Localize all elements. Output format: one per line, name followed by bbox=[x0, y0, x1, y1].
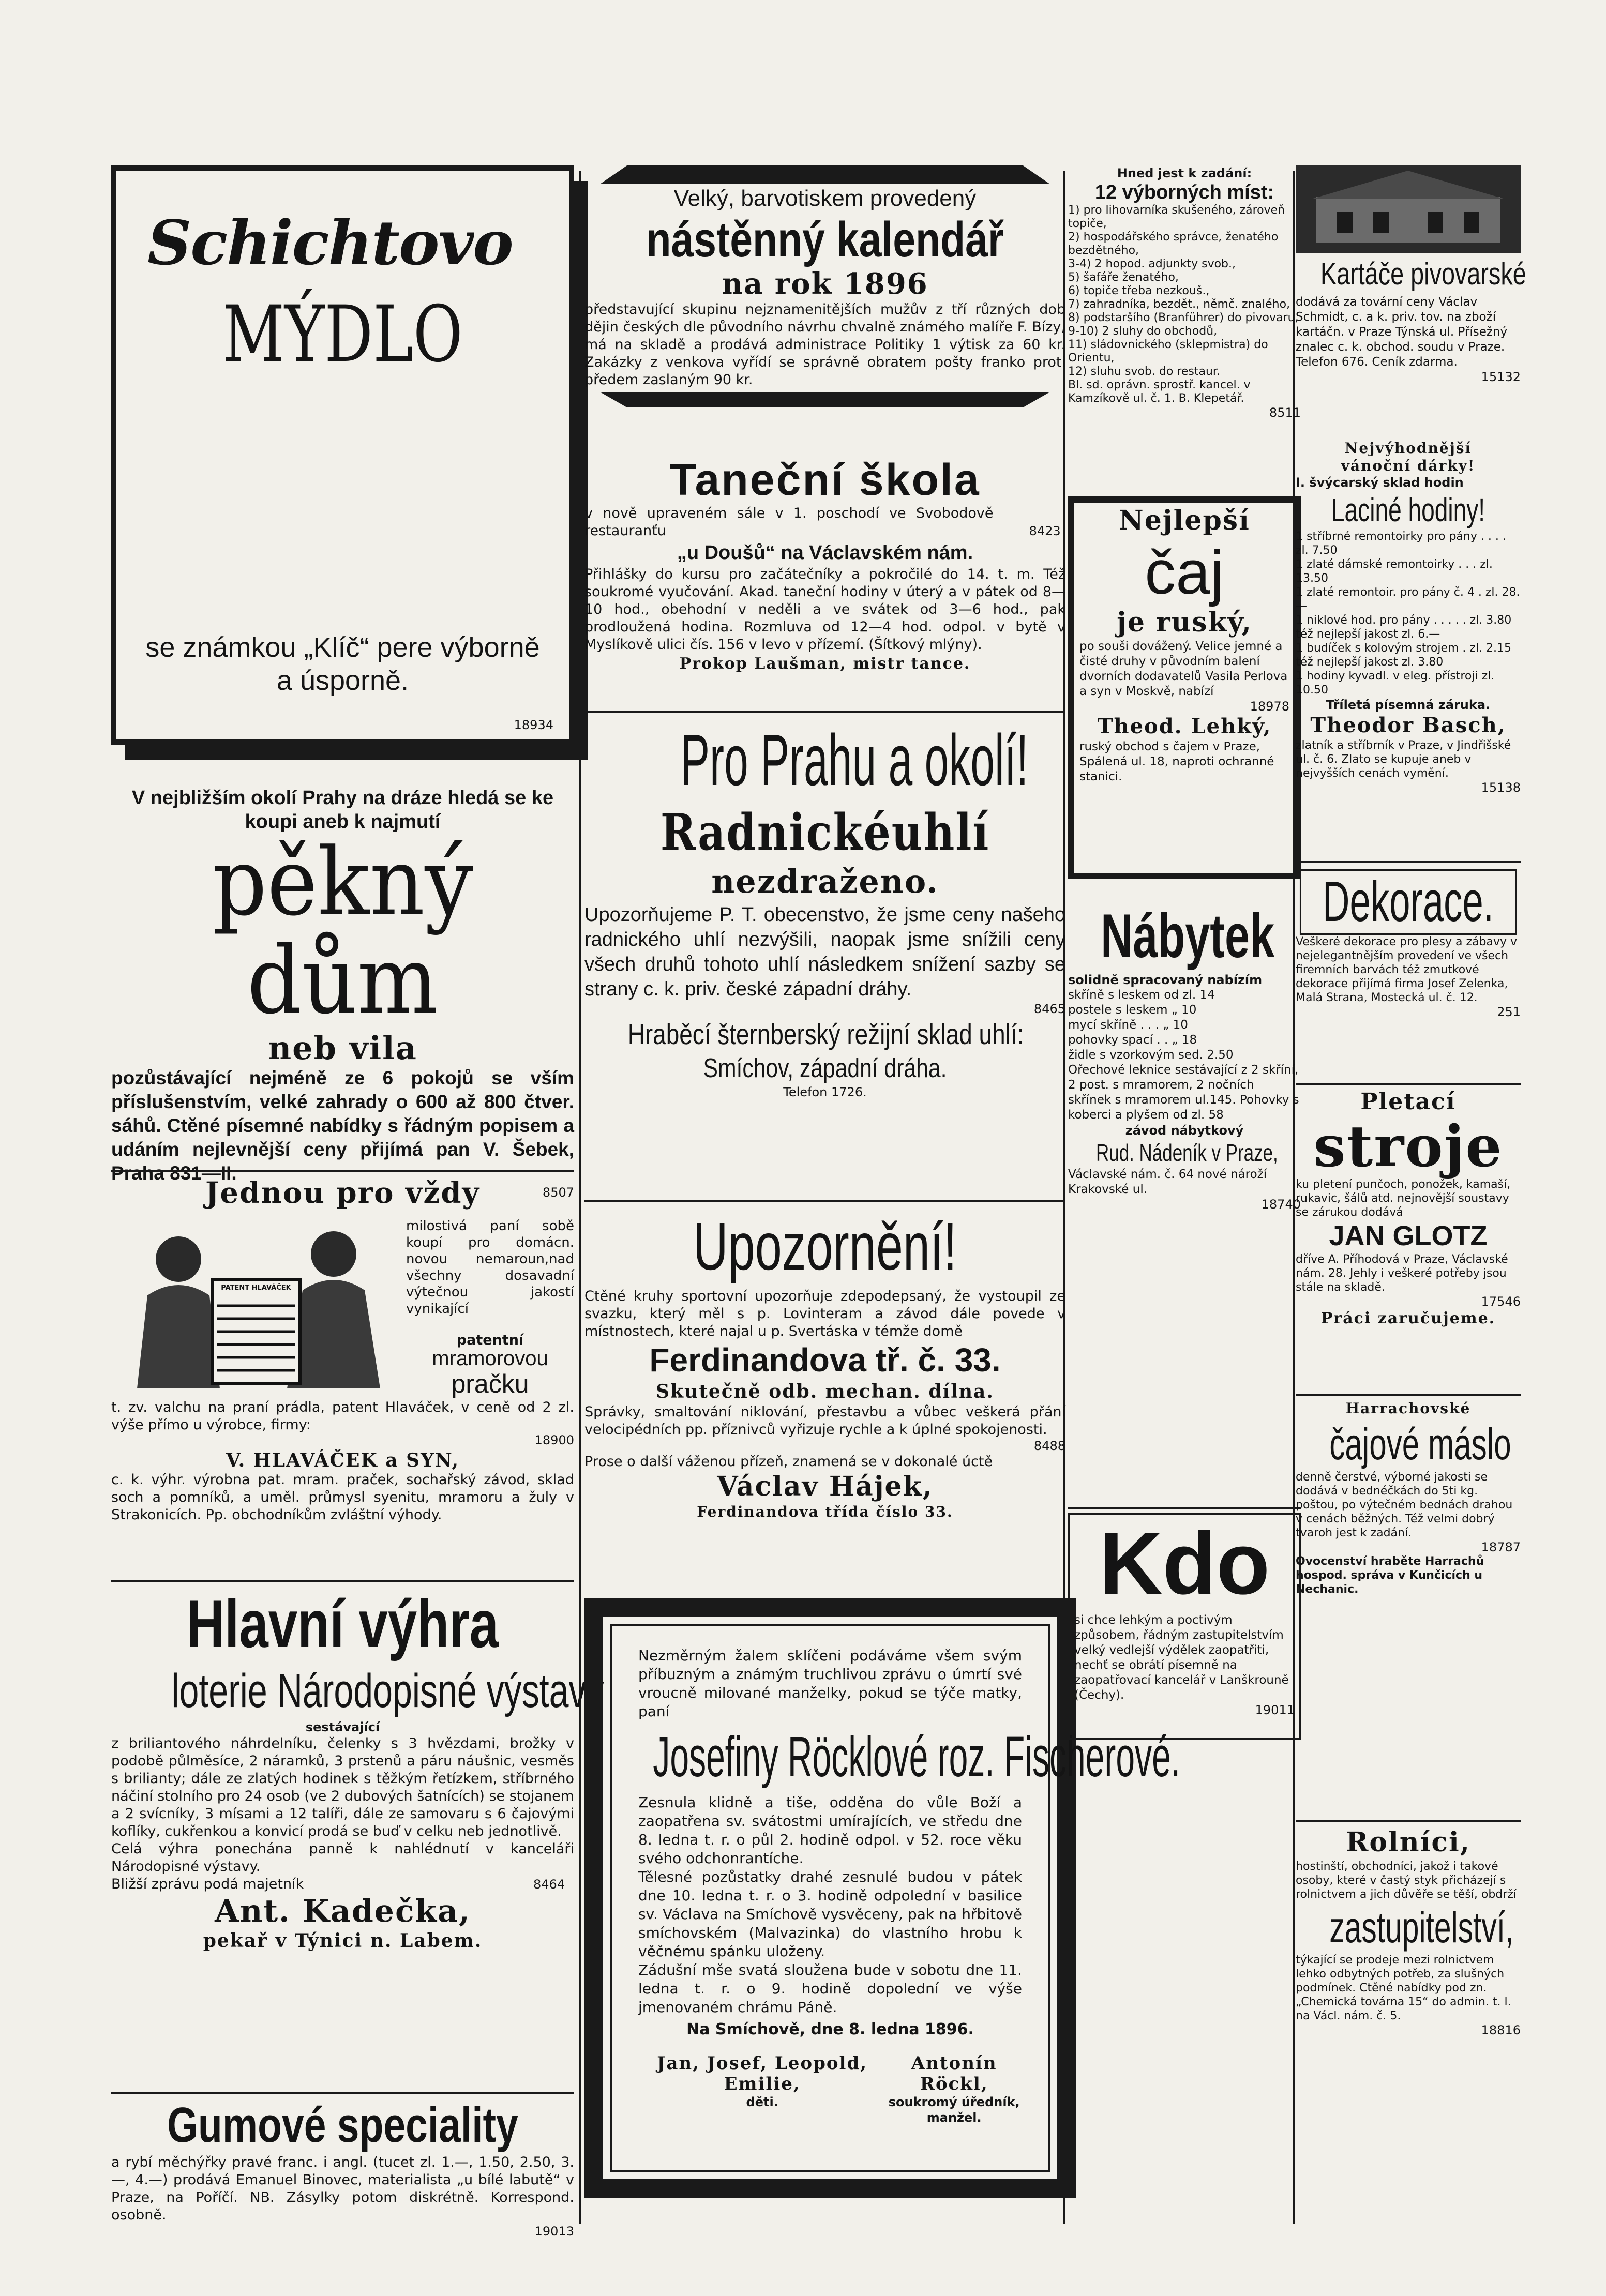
illustration-label: PATENT HLAVÁČEK bbox=[221, 1284, 291, 1292]
list-item: 1 hodiny kyvadl. v eleg. přístroji zl. 10.50 bbox=[1296, 670, 1495, 697]
ad-text: z briliantového náhrdelníku, čelenky s 3 hvězdami, brožky v podobě půlměsíce, 2 náramků, 3 prstenů a páru náušnic, vesměs s brilianty; dále ze zlatých hodinek s těžkým řetízkem, stříbrného náčiní stolního pro 24 osob (ve 2 dubových šatnících) se stojanem a 2 svícníky, 3 mísami a 12 talíři, dále ze samovaru s 6 čajovými koflíky, cukřenkou a konvicí prodá se buď v celku neb jednotlivě. bbox=[111, 1735, 574, 1839]
ad-sign2: Ferdinandova třída číslo 33. bbox=[697, 1503, 953, 1520]
illustration-factory bbox=[1296, 165, 1521, 253]
list-item: 1 niklové hod. pro pány . . . . . zl. 3.80 bbox=[1296, 614, 1512, 627]
ad-title2: zastupitelství, bbox=[1329, 1903, 1514, 1952]
list-item: 9-10) 2 sluhy do obchodů, bbox=[1068, 325, 1218, 338]
ad-line1: Hned jest k zadání: bbox=[1117, 166, 1252, 180]
ad-text: Ořechové leknice sestávající z 2 skříní, 2 post. s mramorem, 2 nočních skřínek s mramorem ul.145. Pohovky s koberci a plyšem od zl. 58 bbox=[1068, 1063, 1299, 1122]
ad-line1: Nejvýhodnější bbox=[1344, 440, 1472, 457]
ad-number: 18934 bbox=[514, 718, 553, 732]
ad-line1: Velký, barvotiskem provedený bbox=[673, 186, 977, 211]
parte-text: Zesnula klidně a tiše, odděna do vůle Boží a zaopatřena sv. svátostmi umírajících, ve středu dne 8. ledna t. r. o půl 2. hodině odpol. v 52. roce věku svého odchonrantíche. bbox=[638, 1794, 1022, 1867]
ad-cajove-maslo bbox=[1296, 1399, 1521, 1699]
list-item: 3-4) 2 hopod. adjunkty svob., bbox=[1068, 258, 1236, 270]
list-item: 1 stříbrné remontoirky pro pány . . . . zl. 7.50 bbox=[1296, 530, 1506, 557]
ad-title: 12 výborných míst: bbox=[1094, 182, 1274, 203]
ad-title: Laciné hodiny! bbox=[1331, 491, 1485, 528]
ad-dekorace bbox=[1296, 869, 1521, 1039]
ad-line3: I. švýcarský sklad hodin bbox=[1296, 475, 1464, 490]
ad-firm: V. HLAVÁČEK a SYN, bbox=[226, 1449, 460, 1471]
ad-sub: solidně spracovaný nabízím bbox=[1068, 973, 1263, 987]
ad-number: 17546 bbox=[1481, 1294, 1521, 1309]
ad-subtitle: na rok 1896 bbox=[722, 267, 928, 301]
ad-sign: Václav Hájek, bbox=[717, 1471, 933, 1502]
ad-parte-rocklova bbox=[584, 1598, 1181, 2198]
parte-text2: Tělesné pozůstatky drahé zesnulé budou v pátek dne 10. ledna t. r. o 3. hodině odpolední v basilice sv. Václava na Smíchově vysvěceny, pak na hřbitově smíchovském (Malvazinka) do vlastního hrobu k věčnému spánku uloženy. bbox=[638, 1868, 1022, 1960]
ad-patent: patentní bbox=[456, 1332, 524, 1348]
parte-place: Na Smíchově, dne 8. ledna 1896. bbox=[686, 2020, 974, 2038]
parte-man-role2: manžel. bbox=[926, 2110, 982, 2125]
list-item: skříně s leskem od zl. 14 bbox=[1068, 988, 1215, 1002]
ad-text3: c. k. výhr. výrobna pat. mram. praček, sochařský závod, sklad soch a pomníků, a uměl. průmysl syenitu, mramoru a žuly v Strakonicích. Pp. obchodníkům zvláštní výhody. bbox=[111, 1472, 574, 1523]
parte-inner bbox=[610, 1624, 1181, 2172]
ad-nejlepsi-caj bbox=[1068, 496, 1301, 879]
ad-foot: Práci zaručujeme. bbox=[1320, 1309, 1496, 1327]
ad-divider bbox=[1296, 861, 1521, 863]
ad-text3: Bližší zprávu podá majetník bbox=[111, 1876, 304, 1892]
ad-number: 18978 bbox=[1250, 699, 1289, 714]
ad-list bbox=[1296, 530, 1521, 697]
ad-title: Taneční škola bbox=[669, 455, 981, 505]
ad-text2: závod nábytkový bbox=[1125, 1123, 1244, 1138]
list-item: 7) zahradníka, bezdět., němč. znalého, bbox=[1068, 298, 1290, 311]
ad-number: 19011 bbox=[1255, 1703, 1295, 1717]
ad-text: ku pletení punčoch, ponožek, kamaší, rukavic, šálů atd. nejnovější soustavy se zárukou dodává bbox=[1296, 1178, 1511, 1219]
ad-sklad: Hraběcí šternberský režijní sklad uhlí: bbox=[627, 1018, 1024, 1050]
list-item: 8) podstaršího (Branführer) do pivovaru, bbox=[1068, 311, 1299, 324]
ad-name: Theodor Basch, bbox=[1310, 713, 1506, 737]
parte-text3: Zádušní mše svatá sloužena bude v sobotu dne 11. ledna t. r. o 9. hodině dopolední ve výše jmenovaném chrámu Páně. bbox=[638, 1961, 1022, 2016]
ad-text: si chce lehkým a poctivým způsobem, řádným zastupitelstvím velký vedlejší výdělek zaopatřiti, nechť se obrátí písemně na zaopatřovací kancelář v Lanškrouně (Čechy). bbox=[1074, 1613, 1289, 1702]
ad-line1: Nejlepší bbox=[1119, 505, 1250, 536]
ad-text2: t. zv. valchu na praní prádla, patent Hlaváček, v ceně od 2 zl. výše přímo u výrobce, firmy: bbox=[111, 1399, 574, 1433]
ad-number: 18787 bbox=[1481, 1540, 1521, 1554]
ad-owner: Ant. Kadečka, bbox=[215, 1893, 471, 1929]
ad-number: 8511 bbox=[1269, 405, 1301, 420]
parte-name: Josefiny Röcklové roz. Fischerové. bbox=[653, 1725, 1181, 1789]
ad-subtitle: nezdraženo. bbox=[711, 863, 939, 900]
ad-number: 18900 bbox=[534, 1433, 574, 1447]
ad-number: 8423 bbox=[1029, 524, 1061, 538]
list-item: 1 budíček s kolovým strojem . zl. 2.15 bbox=[1296, 642, 1512, 655]
list-item: židle s vzorkovým sed. 2.50 bbox=[1068, 1048, 1234, 1062]
parte-signatures bbox=[638, 2053, 1022, 2125]
ad-list bbox=[1068, 988, 1301, 1063]
ad-text2: Celá výhra ponechána panně k nahlédnutí v kanceláři Národopisné výstavy. bbox=[111, 1841, 574, 1875]
parte-kids bbox=[638, 2053, 886, 2125]
brand-title: Schichtovo bbox=[147, 207, 513, 279]
parte-man bbox=[886, 2053, 1022, 2125]
banner-bottom bbox=[600, 392, 1050, 407]
page-top-margin bbox=[0, 0, 1606, 165]
ad-name: JAN GLOTZ bbox=[1329, 1220, 1488, 1251]
ad-text-right: milostivá paní sobě koupí pro domácn. novou nemaroun,nad všechny dosavadní výtečnou jakostí vynikající bbox=[406, 1218, 574, 1317]
ad-pracka: pračku bbox=[451, 1369, 529, 1398]
ad-tel: Telefon 1726. bbox=[783, 1085, 867, 1099]
parte-kids-role: děti. bbox=[746, 2095, 778, 2109]
ad-text: představující skupinu nejznamenitějších mužův z tří různých dob dějin českých dle původního návrhu chvalně známého malíře F. Bízy, má na skladě a prodává administrace Politiky 1 výtisk za 60 kr. Zakázky z venkova vyřídí se správně obratem pošty franko proti předem zaslaným 90 kr. bbox=[584, 301, 1065, 388]
ad-title: čaj bbox=[1145, 538, 1224, 607]
parte-man-role: soukromý úředník, bbox=[888, 2095, 1020, 2109]
ad-mramor: mramorovou bbox=[432, 1347, 548, 1370]
ad-title: pěkný dům bbox=[212, 828, 473, 1035]
ad-divider bbox=[111, 2092, 574, 2094]
ad-title: Rolníci, bbox=[1346, 1826, 1470, 1858]
ad-hlavni-vyhra bbox=[111, 1585, 604, 2087]
list-item: mycí skříně . . . „ 10 bbox=[1068, 1018, 1188, 1032]
ad-line1: Pro Prahu a okolí! bbox=[681, 719, 1029, 800]
ad-title: Radnickéuhlí bbox=[660, 803, 990, 862]
list-item: postele s leskem „ 10 bbox=[1068, 1003, 1197, 1017]
ad-line1: Harrachovské bbox=[1345, 1400, 1471, 1417]
list-item: pohovky spací . . „ 18 bbox=[1068, 1033, 1197, 1047]
ad-intro: V nejbližším okolí Prahy na dráze hledá se ke koupi aneb k najmutí bbox=[131, 787, 554, 833]
ad-name: Rud. Nádeník v Praze, bbox=[1096, 1139, 1278, 1166]
ad-title: nástěnný kalendář bbox=[646, 212, 1004, 267]
ad-text2: ruský obchod s čajem v Praze, Spálená ul. 18, naproti ochranné stanici. bbox=[1079, 740, 1274, 783]
list-item: 2) hospodářského správce, ženatého bezdětného, bbox=[1068, 231, 1279, 257]
ad-divider bbox=[584, 711, 1065, 713]
ad-divider bbox=[584, 1200, 1065, 1202]
ad-divider bbox=[1068, 1507, 1301, 1509]
ad-number: 15138 bbox=[1481, 780, 1521, 795]
ad-divider bbox=[1296, 1394, 1521, 1396]
ad-name: Theod. Lehký, bbox=[1097, 714, 1272, 738]
parte-man-name: Antonín Röckl, bbox=[911, 2053, 997, 2094]
ad-title: Hlavní výhra bbox=[186, 1586, 499, 1661]
ad-subtitle: neb vila bbox=[268, 1029, 417, 1067]
ad-divider bbox=[1296, 1083, 1521, 1085]
ad-schichtovo-mydlo bbox=[111, 165, 574, 745]
ad-divider bbox=[1296, 1820, 1521, 1822]
ad-number: 15132 bbox=[1481, 370, 1521, 384]
ad-rolnici bbox=[1296, 1825, 1521, 2198]
ad-text: Upozorňujeme P. T. obecenstvo, že jsme ceny našeho radnického uhlí nezvýšili, naopak jsme snížili ceny všech druhů tohoto uhlí následkem snížení sazby se strany c. k. priv. české západní dráhy. bbox=[584, 904, 1065, 1000]
ad-number: 251 bbox=[1497, 1005, 1521, 1019]
ad-kalendar bbox=[584, 165, 1065, 440]
ad-text: po souši dovážený. Velice jemné a čisté druhy v původním balení dvorních dodavatelů Vasila Perlova a syn v Moskvě, nabízí bbox=[1079, 640, 1288, 698]
ad-addr: Václavské nám. č. 64 nové nároží Krakovské ul. bbox=[1068, 1168, 1267, 1196]
ad-dilna: Skutečně odb. mechan. dílna. bbox=[656, 1381, 994, 1402]
ad-number: 18740 bbox=[1261, 1197, 1301, 1212]
ad-title: Dekorace. bbox=[1300, 869, 1517, 935]
ad-warranty: Tříletá písemná záruka. bbox=[1326, 698, 1491, 712]
ad-sign: Prokop Laušman, mistr tance. bbox=[679, 655, 971, 673]
ad-text2: „u Doušů“ na Václavském nám. bbox=[677, 542, 973, 564]
ad-divider bbox=[111, 1580, 574, 1582]
ad-text3: Prose o další váženou přízeň, znamená se v dokonalé úctě bbox=[584, 1454, 993, 1470]
ad-text: zlatník a stříbrník v Praze, v Jindřišské ul. č. 6. Zlato se kupuje aneb v nejvyšších cenách vymění. bbox=[1296, 739, 1511, 780]
ad-text: dodává za tovární ceny Václav Schmidt, c. a k. priv. tov. na zboží kartáčn. v Praze Týnská ul. Přísežný znalec c. k. obchod. soudu v Praze. Telefon 676. Ceník zdarma. bbox=[1296, 295, 1508, 369]
ad-hodiny bbox=[1296, 440, 1521, 843]
ad-upozorneni bbox=[584, 1205, 1065, 1608]
list-item: 12) sluhu svob. do restaur. bbox=[1068, 365, 1220, 378]
ad-line2: vánoční dárky! bbox=[1341, 457, 1476, 474]
list-item: 6) topiče třeba nezkouš., bbox=[1068, 284, 1210, 297]
ad-foot: Ovocenství hraběte Harrachů hospod. správa v Kunčicích u Nechanic. bbox=[1296, 1555, 1484, 1596]
illustration-washboard bbox=[116, 1218, 396, 1388]
list-item: 1 zlaté remontoir. pro pány č. 4 . zl. 28.— bbox=[1296, 586, 1520, 613]
ad-title: Upozornění! bbox=[693, 1209, 957, 1284]
ad-line1: Pletací bbox=[1360, 1089, 1456, 1115]
product-title: MÝDLO bbox=[222, 290, 463, 380]
list-item: 11) sládovnického (sklepmistra) do Orientu, bbox=[1068, 338, 1268, 365]
ad-nabytek bbox=[1068, 900, 1301, 1515]
ad-addr: Ferdinandova tř. č. 33. bbox=[649, 1341, 1001, 1379]
list-item: 5) šafáře ženatého, bbox=[1068, 271, 1179, 284]
ad-hlavacek bbox=[111, 1176, 574, 1575]
ad-text2: týkající se prodeje mezi rolnictvem lehko odbytných potřeb, za slušných podmínek. Ctěné nabídky pod zn. „Chemická továrna 15“ do admin. t. l. na Václ. nám. č. 5. bbox=[1296, 1954, 1511, 2022]
ad-subtitle: loterie Národopisné výstavy bbox=[171, 1665, 604, 1717]
ad-list bbox=[1068, 204, 1301, 379]
ad-number: 8488 bbox=[1033, 1439, 1065, 1453]
list-item: 1 zlaté dámské remontoirky . . . zl. 13.50 bbox=[1296, 558, 1493, 585]
ad-text: Veškeré dekorace pro plesy a zábavy v nejelegantnějším provedení ve všech firemních barvách též zmutkové dekorace přijímá firma Josef Zelenka, Malá Strana, Mostecká ul. č. 12. bbox=[1296, 935, 1518, 1004]
ad-text: Ctěné kruhy sportovní upozorňuje zdepodepsaný, že vystoupil ze svazku, který měl s p. Lovinteram a závod dále povede v místnostech, které najal u p. Svertáska v témže domě bbox=[584, 1288, 1065, 1339]
ad-kartace bbox=[1296, 165, 1526, 434]
ad-title: Nábytek bbox=[1101, 901, 1275, 971]
ad-title: Jednou pro vždy bbox=[205, 1176, 481, 1210]
ad-text: se známkou „Klíč“ pere výborně a úsporně. bbox=[145, 632, 540, 696]
parte-kids-names: Jan, Josef, Leopold, Emilie, bbox=[657, 2053, 868, 2094]
ad-text: a rybí měchýřky pravé franc. i angl. (tucet zl. 1.—, 1.50, 2.50, 3.—, 4.—) prodává Emanuel Binovec, materialista „u bílé labutě“ v Praze, na Poříčí. NB. Zásylky potom diskrétně. Korrespond. osobně. bbox=[111, 2154, 574, 2223]
ad-divider bbox=[111, 1170, 574, 1172]
ad-text2: dříve A. Příhodová v Praze, Václavské nám. 28. Jehly i veškeré potřeby jsou stále na skladě. bbox=[1296, 1253, 1508, 1294]
ad-owner2: pekař v Týnici n. Labem. bbox=[203, 1930, 483, 1952]
ad-foot: Bl. sd. oprávn. sprostř. kancel. v Kamzíkově ul. č. 1. B. Klepetář. bbox=[1068, 379, 1251, 405]
ad-text2: Správky, smaltování niklování, přestavbu a vůbec veškerá přání velocipédních pp. příznivců vyřizuje rychle a k úplné spokojenosti. bbox=[584, 1404, 1065, 1438]
ad-title: Gumové speciality bbox=[167, 2097, 518, 2153]
list-item: 1) pro lihovarníka skušeného, zároveň topiče, bbox=[1068, 204, 1285, 230]
ad-smichov: Smíchov, západní dráha. bbox=[703, 1053, 947, 1083]
ad-12-mist bbox=[1068, 165, 1301, 489]
ad-kdo bbox=[1068, 1513, 1301, 1740]
ad-number: 19013 bbox=[534, 2224, 574, 2239]
ad-text3: Přihlášky do kursu pro začátečníky a pokročilé do 14. t. m. Též soukromé vyučování. Akad. taneční hodiny v úterý a v pátek od 8—10 hod., obehodní v neděli a ve svátek od 3—6 hod., pak prodloužená hodina. Rozmluva od 12—4 hod. odpol. v bytě v Myslíkově ulici čís. 156 v levo v přízemí. (Šítkový mlýny). bbox=[584, 566, 1065, 653]
ad-text: hostinští, obchodníci, jakož i takové osoby, které v častý styk přicházejí s rolnictvem a jich důvěře se těší, obdrží bbox=[1296, 1860, 1517, 1901]
ad-st: sestávající bbox=[305, 1720, 380, 1734]
ad-number: 8464 bbox=[533, 1877, 565, 1892]
ad-pletaci-stroje bbox=[1296, 1089, 1521, 1378]
ad-number: 8465 bbox=[1033, 1002, 1065, 1016]
list-item: též nejlepší jakost zl. 3.80 bbox=[1296, 656, 1444, 669]
list-item: též nejlepší jakost zl. 6.— bbox=[1296, 628, 1440, 641]
ad-title: čajové máslo bbox=[1329, 1419, 1511, 1469]
ad-text: pozůstávající nejméně ze 6 pokojů se vším příslušenstvím, velké zahrady o 600 až 800 čtver. sáhů. Ctěné písemné nabídky s řádným popisem a udáním nejlevnější ceny přijímá pan V. Šebek, Praha 831—II. bbox=[111, 1067, 574, 1184]
ad-line3: je ruský, bbox=[1117, 607, 1252, 638]
ad-radnicke-uhli bbox=[584, 716, 1065, 1223]
parte-intro: Nezměrným žalem sklíčeni podáváme všem svým příbuzným a známým truchlivou zprávu o úmrtí své vroucně milované manželky, pokud se týče matky, paní bbox=[638, 1647, 1022, 1720]
ad-gumove-speciality bbox=[111, 2097, 574, 2252]
ad-title: Kartáče pivovarské bbox=[1320, 256, 1526, 291]
banner-top bbox=[600, 165, 1050, 184]
ad-title: Kdo bbox=[1099, 1515, 1270, 1613]
ad-title: stroje bbox=[1313, 1113, 1503, 1180]
ad-text1: v nově upraveném sále v 1. poschodí ve Svobodově restauranťu bbox=[584, 505, 994, 539]
ad-number: 18816 bbox=[1481, 2023, 1521, 2037]
ad-text: denně čerstvé, výborné jakosti se dodává v bednéčkách do 5ti kg. poštou, po výtečném bednách drahou v cenách běžných. Též velmi dobrý tvaroh jest k zadání. bbox=[1296, 1471, 1513, 1539]
column-rule bbox=[579, 171, 581, 2224]
ad-number: 8507 bbox=[542, 1185, 574, 1200]
